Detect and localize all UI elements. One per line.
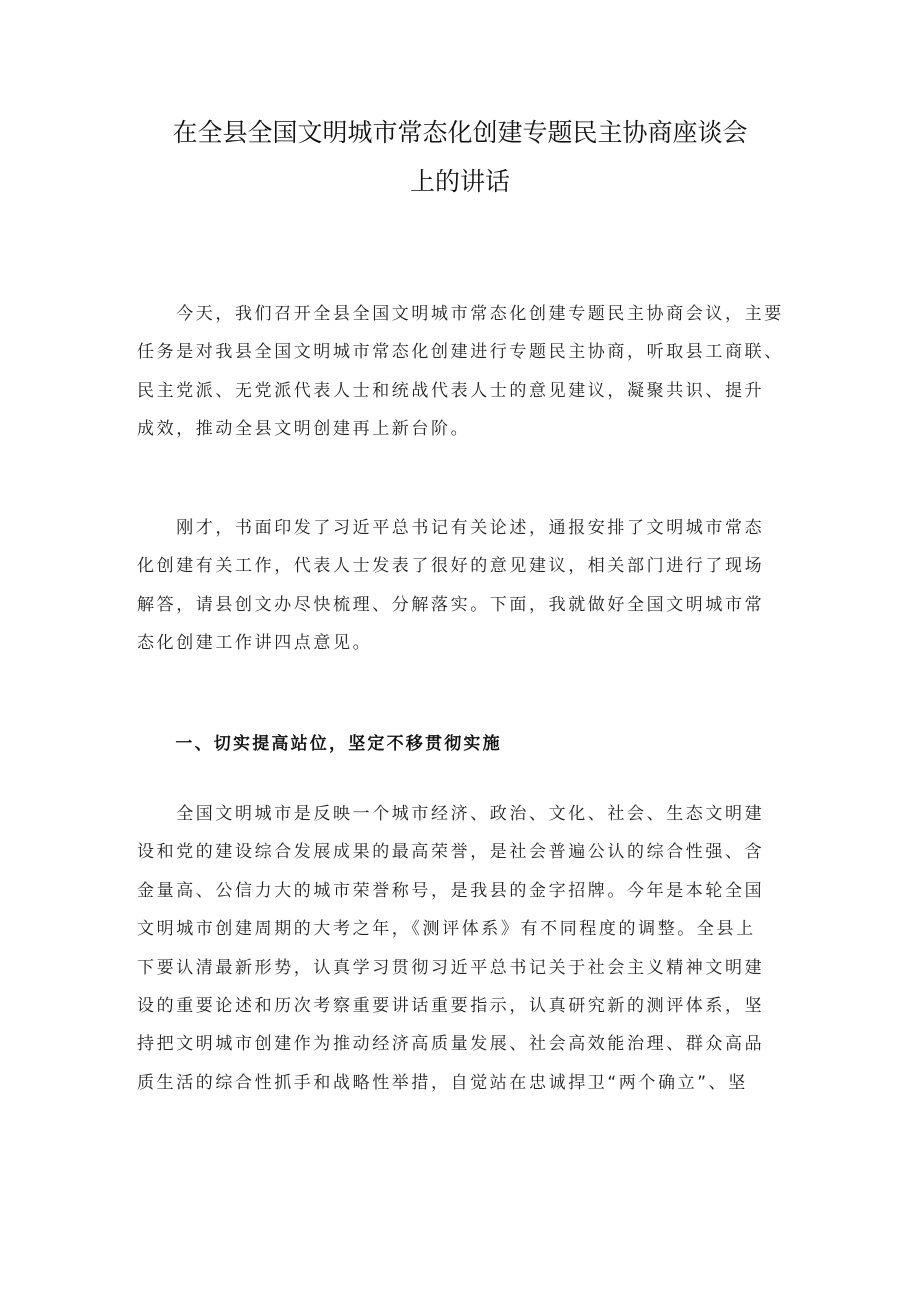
text-line: 文明城市创建周期的大考之年，《测评体系》有不同程度的调整。全县上 <box>137 919 756 940</box>
title-line-2: 上的讲话 <box>409 167 510 196</box>
heading-text: 一、切实提高站位，坚定不移贯彻实施 <box>137 734 502 754</box>
text-line: 全国文明城市是反映一个城市经济、政治、文化、社会、生态文明建 <box>137 804 765 824</box>
text-line: 态化创建工作讲四点意见。 <box>137 633 373 654</box>
text-line: 化创建有关工作，代表人士发表了很好的意见建议，相关部门进行了现场 <box>137 556 765 577</box>
paragraph-context <box>137 509 789 663</box>
paragraph-section-1 <box>137 795 789 1102</box>
text-line: 设和党的建设综合发展成果的最高荣誉，是社会普遍公认的综合性强、含 <box>137 842 765 863</box>
text-line: 刚才，书面印发了习近平总书记有关论述，通报安排了文明城市常态 <box>137 518 765 538</box>
text-line: 下要认清最新形势，认真学习贯彻习近平总书记关于社会主义精神文明建 <box>137 957 765 978</box>
text-line: 民主党派、无党派代表人士和统战代表人士的意见建议，凝聚共识、提升 <box>137 380 765 401</box>
text-line: 解答，请县创文办尽快梳理、分解落实。下面，我就做好全国文明城市常 <box>137 594 765 615</box>
text-line: 今天，我们召开全县全国文明城市常态化创建专题民主协商会议，主要 <box>137 304 784 324</box>
document-title <box>120 108 800 206</box>
text-line: 质生活的综合性抓手和战略性举措，自觉站在忠诚捍卫“两个确立”、坚 <box>137 1072 748 1093</box>
paragraph-opening <box>137 295 789 449</box>
text-line: 设的重要论述和历次考察重要讲话重要指示，认真研究新的测评体系，坚 <box>137 996 765 1017</box>
text-line: 持把文明城市创建作为推动经济高质量发展、社会高效能治理、群众高品 <box>137 1034 765 1055</box>
text-line: 任务是对我县全国文明城市常态化创建进行专题民主协商，听取县工商联、 <box>137 342 784 363</box>
text-line: 金量高、公信力大的城市荣誉称号，是我县的金字招牌。今年是本轮全国 <box>137 880 765 901</box>
section-heading-1 <box>137 725 789 763</box>
title-line-1: 在全县全国文明城市常态化创建专题民主协商座谈会 <box>172 118 748 147</box>
text-line: 成效，推动全县文明创建再上新台阶。 <box>137 419 471 440</box>
